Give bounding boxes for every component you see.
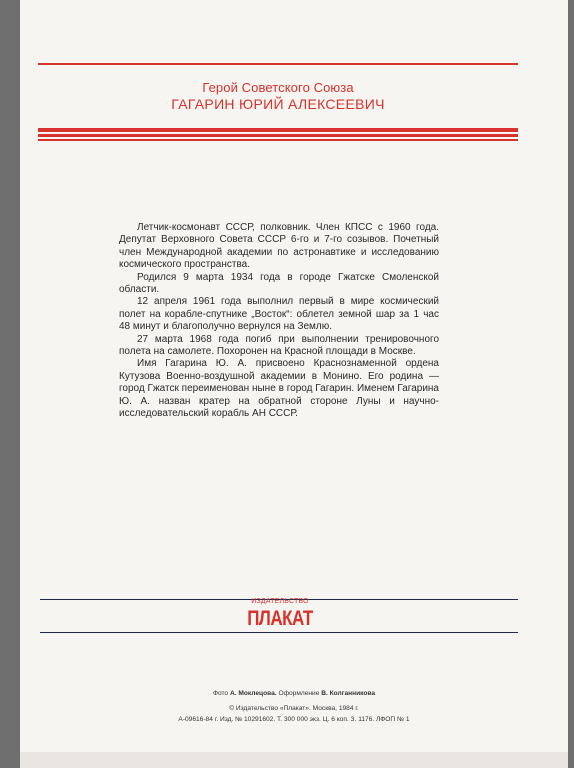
biography-paragraph: Родился 9 марта 1934 года в городе Гжатске Смоленской области.: [119, 271, 439, 296]
biography-paragraph: Летчик-космонавт СССР, полковник. Член КПСС с 1960 года. Депутат Верховного Совета СССР 6-го и 7-го созывов. Почетный член Международной академии по астронавтике и исследованию космического пространства.: [119, 222, 439, 271]
sheet-edge: [20, 752, 568, 768]
logo-plakat-word: ПЛАКАТ: [247, 606, 313, 630]
publisher-logo: [240, 598, 320, 636]
credit-design-label: Оформление: [278, 690, 320, 697]
credit-photo-label: Фото: [212, 690, 229, 697]
credits-line: [20, 690, 568, 697]
thick-rule-3: [38, 139, 518, 141]
biography-paragraph: 12 апреля 1961 года выполнил первый в мире космический полет на корабле-спутнике „Восток“: облетел земной шар за 1 час 48 минут и благополучно вернулся на Землю.: [119, 296, 439, 333]
logo-publisher-word: ИЗДАТЕЛЬСТВО: [251, 598, 309, 605]
thick-rule-2: [38, 134, 518, 137]
hero-title: Герой Советского Союза: [202, 80, 354, 95]
person-name: ГАГАРИН ЮРИЙ АЛЕКСЕЕВИЧ: [171, 96, 385, 112]
biography-paragraph: Имя Гагарина Ю. А. присвоено Краснознаменной ордена Кутузова Военно-воздушной академии в Монино. Его родина — город Гжатск переименован ныне в город Гагарин. Именем Гагарина Ю. А. назван кратер на обратной стороне Луны и научно-исследовательский корабль АН СССР.: [119, 358, 439, 420]
biography-paragraph: 27 марта 1968 года погиб при выполнении тренировочного полета на самолете. Похоронен на Красной площади в Москве.: [119, 333, 439, 358]
imprint-line: А-09616-84 г. Изд. № 10291602. Т. 300 000 экз. Ц. 6 коп. З. 1176. ЛФОП № 1: [178, 716, 410, 723]
credit-photo-name: А. Моклецова.: [229, 690, 277, 697]
biography-text: [119, 222, 439, 421]
thick-rule-1: [38, 128, 518, 132]
credit-design-name: В. Колганникова: [321, 690, 376, 697]
top-thin-rule: [38, 63, 518, 65]
copyright-line: © Издательство «Плакат». Москва, 1984 г.: [229, 705, 359, 712]
